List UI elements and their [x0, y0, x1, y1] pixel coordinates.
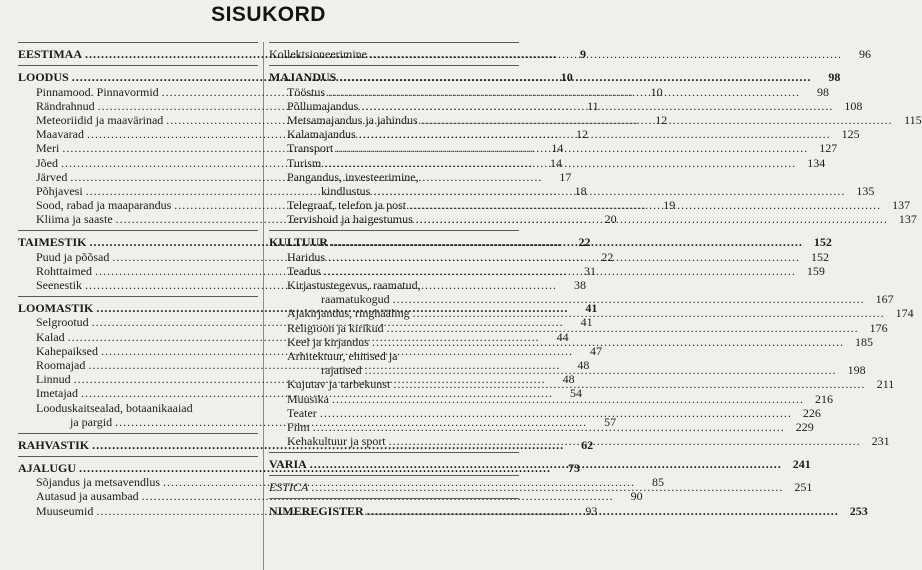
toc-entry-label: Haridus — [287, 249, 325, 264]
toc-entry-label: Imetajad — [36, 386, 78, 401]
toc-entry-page: 47 — [589, 343, 602, 358]
toc-entry-label: raamatukogud — [321, 292, 390, 307]
toc-entry-page: 48 — [562, 372, 575, 387]
toc-entry-label: Kahepaiksed — [36, 343, 98, 358]
toc-entry-page: 152 — [811, 249, 829, 264]
dot-leader — [324, 264, 796, 278]
section-gap — [18, 518, 258, 522]
toc-entry-label: Religioon ja kirikud — [287, 320, 384, 335]
toc-entry-page: 54 — [569, 386, 582, 401]
section-heading-page: 253 — [849, 503, 868, 518]
dot-leader — [393, 292, 865, 306]
dot-leader — [328, 85, 800, 99]
toc-entry[interactable] — [269, 170, 519, 184]
section-heading-label: EESTIMAA — [18, 47, 83, 62]
toc-entry-page: 85 — [651, 475, 664, 490]
toc-section — [269, 42, 871, 65]
toc-entry-page: 198 — [847, 363, 866, 378]
section-heading-page: 98 — [828, 70, 841, 85]
toc-entry[interactable] — [269, 278, 519, 292]
toc-entry-label: Muuseumid — [36, 503, 94, 518]
toc-entry-label: Teadus — [287, 263, 321, 278]
section-heading-page: 241 — [792, 457, 811, 472]
section-heading-label: Kollektsioneerimine — [269, 47, 367, 62]
section-heading-label: ESTICA — [269, 480, 309, 495]
toc-entry-page: 137 — [892, 198, 911, 213]
toc-entry-page: 108 — [844, 98, 863, 113]
toc-entry-label: Telegraaf, telefon ja post — [287, 198, 407, 213]
toc-entry-label: Kalad — [36, 329, 65, 344]
toc-entry-label: Sõjandus ja metsavendlus — [36, 475, 160, 490]
toc-entry-page: 18 — [574, 183, 587, 198]
section-heading-page: 73 — [568, 461, 581, 476]
toc-entry-page: 44 — [556, 329, 569, 344]
dot-leader — [416, 212, 888, 226]
toc-entry-page: 226 — [802, 405, 821, 420]
page-title: SISUKORD — [211, 3, 326, 26]
toc-entry-page: 57 — [604, 414, 617, 429]
dot-leader — [372, 335, 844, 349]
toc-entry[interactable] — [18, 489, 643, 504]
toc-entry-page: 48 — [577, 357, 590, 372]
toc-entry-label: Ajakirjandus, ringhääling — [287, 306, 410, 321]
dot-leader — [373, 184, 845, 198]
section-heading-page: 41 — [585, 301, 598, 316]
toc-entry[interactable] — [269, 405, 821, 420]
dot-leader — [313, 420, 785, 434]
section-heading-label: LOOMASTIK — [18, 301, 94, 316]
toc-entry-page: 159 — [806, 263, 825, 278]
section-heading-label: MAJANDUS — [269, 70, 337, 85]
section-heading-page: 96 — [858, 47, 871, 62]
toc-entry-label: ja pargid — [70, 414, 113, 429]
toc-entry[interactable] — [269, 349, 519, 363]
section-heading-label: NIMEREGISTER — [269, 503, 364, 518]
toc-entry-page: 22 — [601, 249, 614, 264]
toc-entry[interactable] — [18, 400, 258, 414]
toc-entry-label: Autasud ja ausambad — [36, 489, 139, 504]
toc-entry-label: Rohttaimed — [36, 263, 92, 278]
dot-leader — [413, 306, 885, 320]
toc-entry-label: Kirjastustegevus, raamatud, — [287, 278, 421, 292]
toc-entry-label: Rändrahnud — [36, 98, 95, 113]
toc-entry-label: Transport — [287, 141, 334, 156]
toc-entry-label: Põllumajandus — [287, 98, 359, 113]
dot-leader — [389, 434, 861, 448]
dot-leader — [365, 363, 837, 377]
section-heading-page: 22 — [578, 235, 591, 250]
toc-entry-label: Põhjavesi — [36, 183, 83, 198]
dot-leader — [367, 504, 839, 518]
toc-entry-label: Selgrootud — [36, 315, 89, 330]
toc-entry-label: Puud ja põõsad — [36, 249, 110, 264]
toc-entry-page: 93 — [585, 503, 598, 518]
toc-entry-page: 31 — [584, 263, 596, 278]
toc-entry-page: 176 — [869, 320, 888, 335]
toc-entry-page: 11 — [587, 98, 599, 113]
toc-entry-page: 135 — [856, 183, 875, 198]
section-heading-label: LOODUS — [18, 70, 69, 85]
toc-entry-label: Muusika — [287, 391, 329, 406]
toc-entry[interactable] — [269, 127, 860, 142]
toc-entry-label: Seenestik — [36, 278, 82, 292]
section-heading-label: AJALUGU — [18, 461, 77, 476]
toc-entry-label: Kliima ja saaste — [36, 212, 113, 227]
section-heading[interactable] — [269, 47, 871, 62]
toc-entry-page: 216 — [815, 391, 833, 406]
dot-leader — [324, 156, 796, 170]
toc-entry-label: Järved — [36, 169, 68, 184]
toc-entry-label: Keel ja kirjandus — [287, 334, 369, 349]
toc-entry-page: 90 — [630, 489, 643, 504]
toc-entry-page: 14 — [550, 155, 562, 170]
toc-entry-label: Linnud — [36, 372, 71, 387]
toc-entry-page: 38 — [574, 278, 586, 292]
toc-entry-page: 115 — [904, 112, 922, 127]
toc-entry-label: kindlustus — [321, 183, 371, 198]
dot-leader — [336, 141, 808, 155]
toc-entry-label: Tööstus — [287, 84, 326, 99]
toc-entry-label: Turism — [287, 155, 322, 170]
dot-leader — [331, 235, 803, 249]
dot-leader — [370, 47, 842, 61]
toc-entry-label: Pangandus, investeerimine, — [287, 169, 419, 184]
toc-entry-page: 19 — [663, 198, 676, 213]
toc-entry-label: Pinnamood. Pinnavormid — [36, 84, 159, 99]
section-heading-page: 10 — [560, 70, 573, 85]
toc-entry-label: Looduskaitsealad, botaanikaaiad — [36, 400, 193, 415]
dot-leader — [320, 406, 792, 420]
dot-leader — [339, 70, 811, 84]
toc-entry-page: 127 — [819, 141, 838, 156]
toc-entry-page: 137 — [898, 212, 917, 227]
dot-leader — [387, 321, 859, 335]
toc-entry-page: 185 — [854, 334, 873, 349]
dot-leader — [421, 113, 893, 127]
section-gap — [269, 518, 519, 522]
section-heading-label: KULTUUR — [269, 235, 328, 250]
toc-entry-label: Maavarad — [36, 127, 84, 142]
section-heading-label: VARIA — [269, 457, 307, 472]
section-heading-label: RAHVASTIK — [18, 437, 90, 452]
toc-entry-page: 20 — [604, 212, 617, 227]
toc-entry-label: Roomajad — [36, 357, 86, 372]
toc-entry-label: Meteoriidid ja maavärinad — [36, 112, 164, 127]
toc-entry-page: 167 — [875, 292, 894, 307]
toc-entry-label: Tervishoid ja haigestumus — [287, 212, 413, 227]
toc-entry-label: Kujutav ja tarbekunst — [287, 377, 391, 392]
toc-entry-page: 229 — [795, 419, 814, 434]
section-heading-page: 251 — [794, 480, 813, 495]
dot-leader — [359, 127, 831, 141]
section-heading-page: 62 — [581, 437, 594, 452]
section-heading-page: 9 — [580, 47, 587, 62]
toc-entry-page: 41 — [580, 315, 593, 330]
section-heading-page: 152 — [813, 235, 832, 250]
toc-entry-page: 125 — [841, 127, 860, 142]
toc-entry-page: 174 — [895, 306, 914, 321]
toc-entry-page: 10 — [650, 84, 663, 99]
toc-entry-page: 98 — [817, 84, 830, 99]
dot-leader — [393, 377, 865, 391]
toc-entry-label: Kehakultuur ja sport — [287, 434, 386, 449]
toc-entry-label: Film — [287, 419, 310, 434]
toc-entry-label: rajatised — [321, 363, 362, 378]
toc-entry-page: 12 — [575, 127, 588, 142]
dot-leader — [332, 392, 804, 406]
toc-entry-label: Jõed — [36, 155, 58, 170]
section-heading-label: TAIMESTIK — [18, 235, 87, 250]
toc-entry-label: Meri — [36, 141, 60, 156]
toc-entry-page: 211 — [876, 377, 895, 392]
toc-entry-label: Metsamajandus ja jahindus — [287, 112, 418, 127]
toc-entry-page: 134 — [807, 155, 826, 170]
dot-leader — [328, 250, 800, 264]
toc-entry-page: 12 — [655, 112, 668, 127]
toc-entry-page: 17 — [559, 169, 572, 184]
toc-entry-page: 14 — [551, 141, 564, 156]
toc-entry-label: Teater — [287, 405, 317, 420]
toc-entry-label: Sood, rabad ja maaparandus — [36, 198, 172, 213]
dot-leader — [409, 198, 881, 212]
toc-entry-page: 231 — [871, 434, 890, 449]
toc-entry-label: Kalamajandus — [287, 127, 356, 142]
dot-leader — [361, 99, 833, 113]
dot-leader — [310, 457, 782, 471]
toc-entry-label: Arhitektuur, ehitised ja — [287, 348, 398, 363]
toc-entry[interactable] — [269, 292, 894, 307]
dot-leader — [311, 480, 783, 494]
